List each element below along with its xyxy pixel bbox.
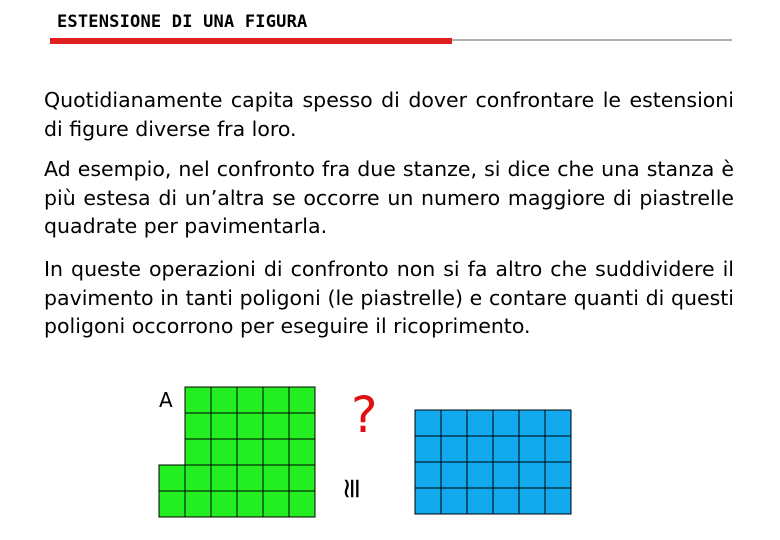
tile-b (493, 436, 519, 462)
paragraph-method: In queste operazioni di confronto non si fa altro che suddividere il pavimento in tanti poligoni (le piastrelle) e contare quanti di questi poligoni occorrono per eseguire il ricoprimento. (44, 257, 734, 338)
tile-a (263, 491, 289, 517)
tile-a (263, 413, 289, 439)
slide-title: ESTENSIONE DI UNA FIGURA (57, 12, 308, 32)
tile-b (415, 488, 441, 514)
tile-b (493, 410, 519, 436)
tile-a (211, 413, 237, 439)
figure-a-label: A (159, 388, 173, 412)
tile-a (289, 491, 315, 517)
tile-a (289, 387, 315, 413)
tile-b (467, 462, 493, 488)
tile-b (493, 488, 519, 514)
tile-a (237, 439, 263, 465)
tile-a (185, 491, 211, 517)
tile-b (467, 410, 493, 436)
tile-a (185, 387, 211, 413)
tile-a (211, 465, 237, 491)
tile-a (211, 491, 237, 517)
tile-a (289, 413, 315, 439)
paragraph-example: Ad esempio, nel confronto fra due stanze, si dice che una stanza è più estesa di un’altra se occorre un numero maggiore di piastrelle quadrate per pavimentarla. (44, 157, 734, 238)
tile-a (263, 439, 289, 465)
tile-b (545, 436, 571, 462)
tile-a (159, 465, 185, 491)
tile-b (415, 462, 441, 488)
tile-b (467, 436, 493, 462)
tile-b (519, 436, 545, 462)
tile-a (289, 465, 315, 491)
tile-b (545, 488, 571, 514)
tile-b (519, 462, 545, 488)
tile-a (263, 465, 289, 491)
paragraph-intro: Quotidianamente capita spesso di dover confrontare le estensioni di figure diverse fra loro. (44, 88, 734, 141)
tile-b (545, 410, 571, 436)
tile-a (159, 491, 185, 517)
tile-a (211, 387, 237, 413)
tile-a (237, 413, 263, 439)
tile-b (415, 410, 441, 436)
tile-a (185, 413, 211, 439)
tile-a (237, 387, 263, 413)
tile-a (211, 439, 237, 465)
tile-a (263, 387, 289, 413)
tile-b (545, 462, 571, 488)
tile-a (289, 439, 315, 465)
tile-b (441, 410, 467, 436)
tile-b (441, 462, 467, 488)
tile-a (237, 465, 263, 491)
congruence-symbol: ≅ (335, 476, 369, 501)
tile-a (185, 465, 211, 491)
tile-b (493, 462, 519, 488)
tile-b (467, 488, 493, 514)
tile-b (441, 488, 467, 514)
tile-b (519, 488, 545, 514)
tile-a (185, 439, 211, 465)
tile-b (441, 436, 467, 462)
tile-b (415, 436, 441, 462)
question-mark: ? (351, 386, 378, 444)
tile-b (519, 410, 545, 436)
tile-a (237, 491, 263, 517)
